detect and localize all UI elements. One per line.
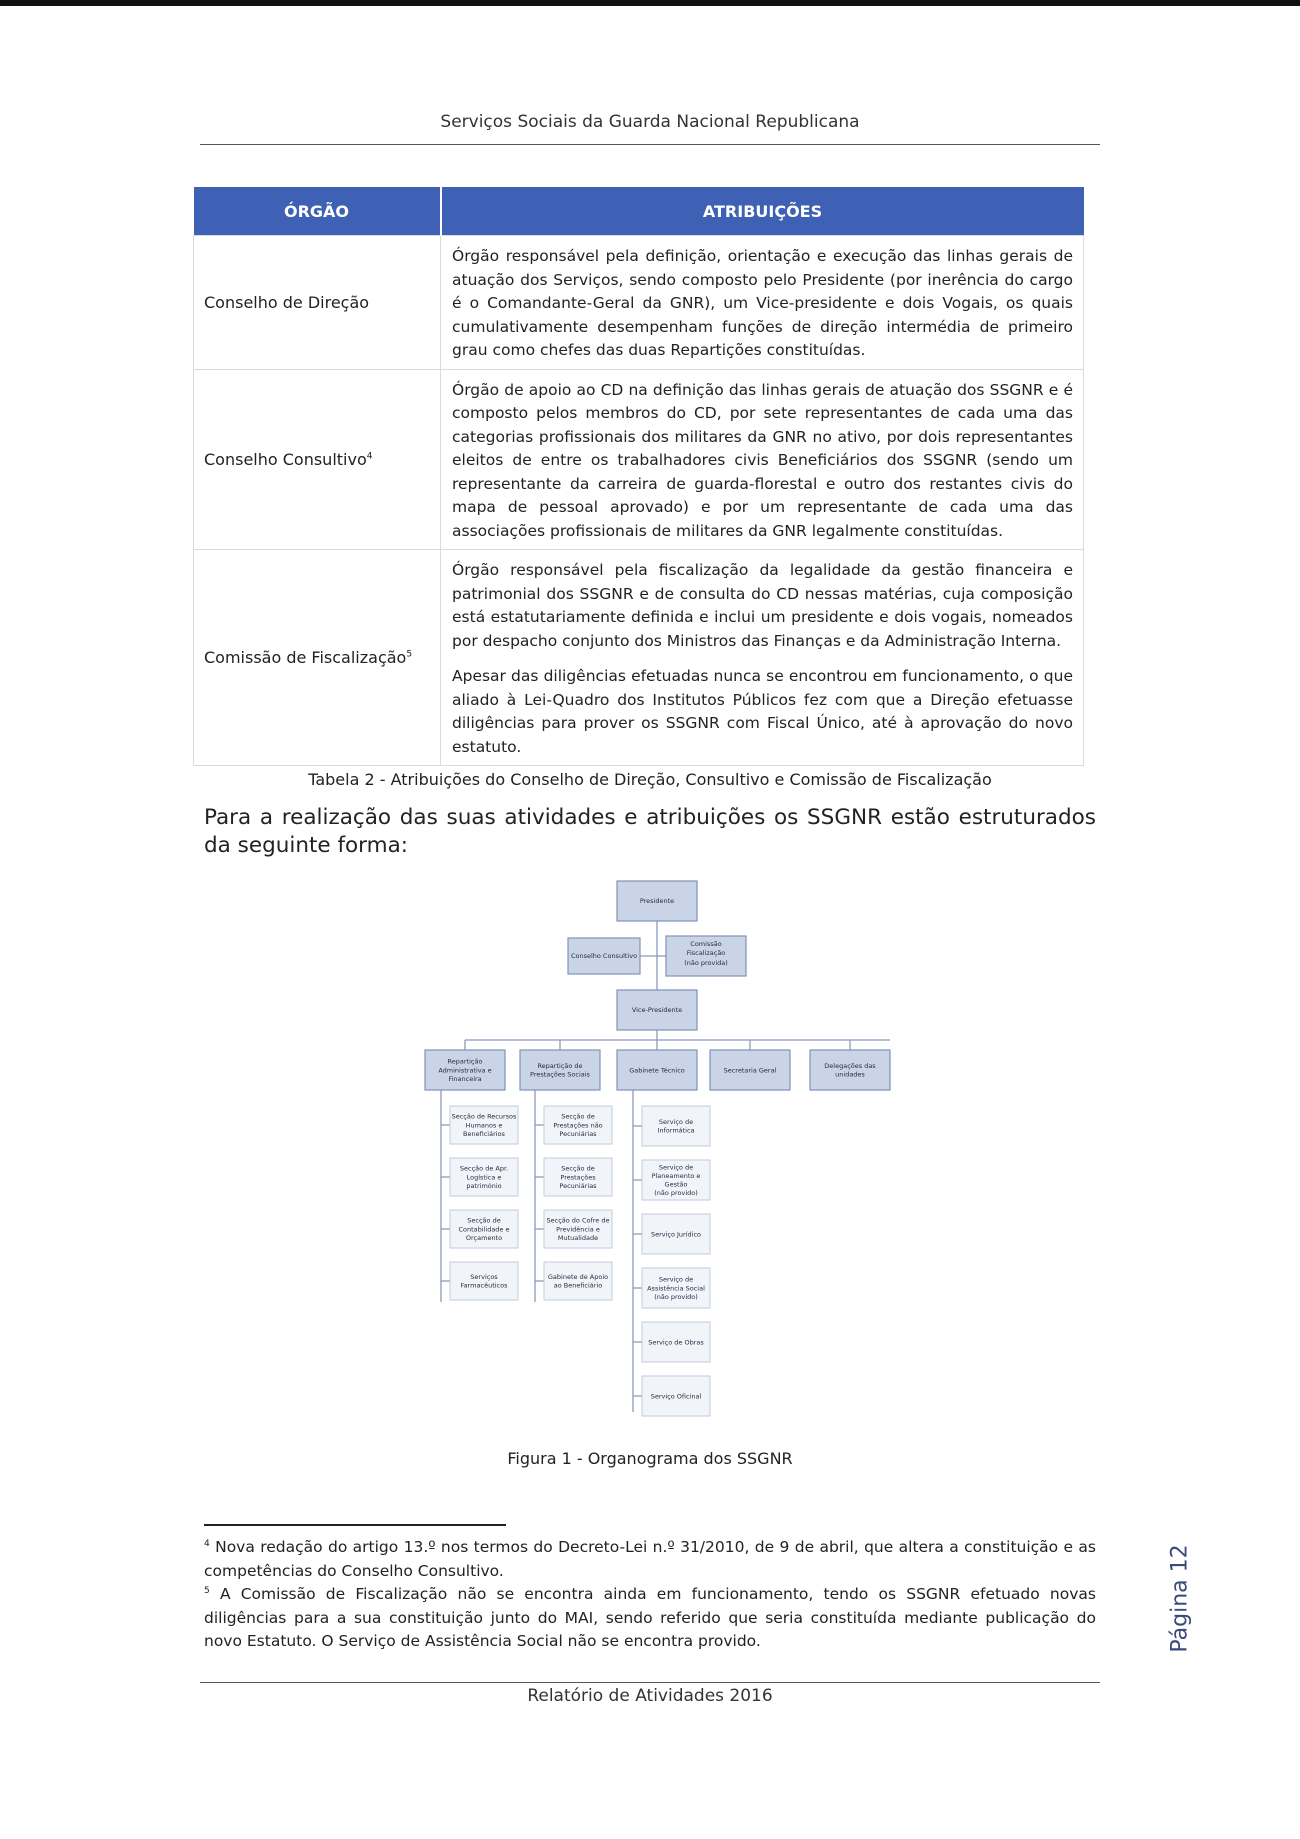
footnote-text: A Comissão de Fiscalização não se encontra ainda em funcionamento, tendo os SSGNR efetuado novas diligências para a sua constituição junto do MAI, sendo referido que seria constituída mediante publicação do novo Estatuto. O Serviço de Assistência Social não se encontra provido. (204, 1585, 1096, 1650)
org-node-unit (710, 1050, 790, 1090)
org-node-label: (não provida) (684, 959, 728, 967)
footer-rule (200, 1682, 1100, 1683)
org-node-label: Secção de (561, 1164, 595, 1173)
organ-name: Conselho de Direção (204, 292, 370, 312)
org-node-label: Secção de (467, 1216, 501, 1225)
org-node-label: Conselho Consultivo (570, 952, 638, 960)
org-node-label: Financeira (448, 1074, 482, 1083)
column-header-attributions: ATRIBUIÇÕES (441, 187, 1084, 236)
org-node-unit (425, 1050, 505, 1090)
org-node-label: Humanos e (465, 1121, 503, 1130)
org-node-label: Gabinete Técnico (629, 1066, 685, 1075)
attributions-table (193, 187, 1084, 766)
org-node-label: Beneficiários (463, 1129, 505, 1138)
org-node-label: Gabinete de Apoio (547, 1273, 609, 1281)
org-node-unit (617, 1050, 697, 1090)
attributions-cell (441, 550, 1084, 766)
org-node-label: Gestão (664, 1180, 688, 1189)
org-node-service (642, 1322, 710, 1362)
org-node-conselho-consultivo (568, 938, 640, 974)
org-node-label: Fiscalização (686, 949, 726, 957)
table-row (194, 369, 1084, 550)
org-node-section (450, 1106, 518, 1144)
table-header-row (194, 187, 1084, 236)
footnote-ref: 5 (406, 649, 413, 660)
organ-cell (194, 550, 441, 766)
footnote-number: 5 (204, 1585, 210, 1596)
org-node-label: Prestações Sociais (530, 1070, 590, 1079)
org-node-section (544, 1106, 612, 1144)
org-node-label: unidades (835, 1070, 865, 1079)
figure-caption: Figura 1 - Organograma dos SSGNR (507, 1449, 793, 1468)
org-node-section (450, 1210, 518, 1248)
org-node-label: Serviço de Obras (648, 1338, 704, 1347)
org-node-label: Prestações não (553, 1121, 603, 1130)
org-node-label: Repartição (447, 1057, 483, 1066)
org-node-label: Pecuniárias (559, 1181, 597, 1190)
org-node-label: Presidente (639, 897, 675, 905)
column-header-organ: ÓRGÃO (194, 187, 441, 236)
organ-cell (194, 236, 441, 370)
org-node-service (642, 1268, 710, 1308)
org-node-label: Pecuniárias (559, 1129, 597, 1138)
org-node-label: Assistência Social (647, 1284, 705, 1293)
org-node-label: património (466, 1181, 502, 1190)
org-node-label: (não provido) (654, 1292, 698, 1301)
page-header: Serviços Sociais da Guarda Nacional Republicana (440, 112, 860, 132)
org-node-section (450, 1158, 518, 1196)
table-row (194, 550, 1084, 766)
org-node-service (642, 1214, 710, 1254)
org-node-section (544, 1210, 612, 1248)
footnote-number: 4 (204, 1538, 210, 1549)
footnote-4 (204, 1536, 1096, 1583)
org-node-label: Vice-Presidente (631, 1006, 683, 1014)
org-node-label: Serviços (470, 1273, 498, 1281)
org-node-label: Serviço de (658, 1275, 694, 1284)
footnote-5 (204, 1583, 1096, 1654)
attributions-text: Órgão responsável pela definição, orientação e execução das linhas gerais de atuação dos Serviços, sendo composto pelo Presidente (por inerência do cargo é o Comandante-Geral da GNR), um Vice-presidente e dois Vogais, os quais cumulativamente desempenham funções de direção intermédia de primeiro grau como chefes das duas Repartições constituídas. (452, 247, 1073, 359)
footnote-ref: 4 (366, 451, 373, 462)
org-node-presidente (617, 881, 697, 921)
org-node-label: (não provido) (654, 1189, 698, 1198)
attributions-cell (441, 236, 1084, 370)
org-node-label: Secção de Apr. (459, 1164, 509, 1173)
organ-name: Conselho Consultivo (204, 449, 367, 469)
footnote-text: Nova redação do artigo 13.º nos termos do Decreto-Lei n.º 31/2010, de 9 de abril, que altera a constituição e as competências do Conselho Consultivo. (204, 1538, 1096, 1580)
organ-name: Comissão de Fiscalização (204, 648, 407, 667)
org-node-label: Serviço Jurídico (650, 1230, 702, 1239)
attributions-cell (441, 369, 1084, 550)
page-footer: Relatório de Atividades 2016 (527, 1686, 773, 1706)
table-row (194, 236, 1084, 370)
header-rule (200, 144, 1100, 145)
org-node-label: Prestações (560, 1173, 596, 1182)
scan-top-edge (0, 0, 1300, 6)
table-caption: Tabela 2 - Atribuições do Conselho de Direção, Consultivo e Comissão de Fiscalização (308, 770, 992, 789)
org-node-service (642, 1160, 710, 1200)
org-node-vice-presidente (617, 990, 697, 1030)
org-node-label: Logística e (466, 1173, 502, 1182)
org-node-label: Administrativa e (438, 1066, 492, 1075)
org-node-label: Mutualidade (557, 1233, 599, 1242)
org-node-label: Previdência e (556, 1225, 600, 1234)
page-number-label: Página 12 (1167, 1544, 1193, 1653)
org-node-label: Secção de Recursos (451, 1112, 517, 1121)
org-node-unit (810, 1050, 890, 1090)
org-node-service (642, 1106, 710, 1146)
org-node-label: Delegações das (824, 1062, 876, 1070)
org-node-label: Secção de (561, 1112, 595, 1121)
org-node-label: Orçamento (465, 1233, 503, 1242)
organ-cell (194, 369, 441, 550)
page-number (1150, 1546, 1210, 1656)
footnote-rule (204, 1524, 506, 1526)
attributions-text: Apesar das diligências efetuadas nunca se encontrou em funcionamento, o que aliado à Lei-Quadro dos Institutos Públicos fez com que a Direção efetuasse diligências para prover os SSGNR com Fiscal Único, até à aprovação do novo estatuto. (452, 667, 1073, 756)
org-node-label: Comissão (690, 940, 722, 948)
org-node-label: Repartição de (537, 1062, 583, 1070)
org-node-label: Secção do Cofre de (546, 1216, 610, 1225)
org-node-label: Farmacêuticos (460, 1281, 508, 1290)
org-node-label: Secretaria Geral (723, 1066, 777, 1075)
org-node-label: Contabilidade e (458, 1225, 510, 1234)
org-node-section (544, 1158, 612, 1196)
org-node-section (450, 1262, 518, 1300)
org-chart (420, 876, 900, 1428)
attributions-text: Órgão de apoio ao CD na definição das linhas gerais de atuação dos SSGNR e é composto pelos membros do CD, por sete representantes de cada uma das categorias profissionais dos militares da GNR no ativo, por dois representantes eleitos de entre os trabalhadores civis Beneficiários dos SSGNR (sendo um representante da carreira de guarda-florestal e outro dos restantes civis do mapa de pessoal aprovado) e por um representante de cada uma das associações profissionais de militares da GNR legalmente constituídas. (452, 380, 1073, 540)
org-node-label: Serviço de (658, 1118, 694, 1126)
org-node-unit (520, 1050, 600, 1090)
org-node-label: Serviço Oficinal (650, 1392, 702, 1401)
org-node-section (544, 1262, 612, 1300)
org-node-label: Informática (657, 1126, 695, 1135)
intro-paragraph: Para a realização das suas atividades e atribuições os SSGNR estão estruturados da seguinte forma: (204, 805, 1096, 858)
attributions-text: Órgão responsável pela fiscalização da legalidade da gestão financeira e patrimonial dos SSGNR e de consulta do CD nessas matérias, cuja composição está estatutariamente definida e inclui um presidente e dois vogais, nomeados por despacho conjunto dos Ministros das Finanças e da Administração Interna. (452, 561, 1073, 650)
org-node-label: ao Beneficiário (553, 1281, 603, 1290)
org-node-label: Planeamento e (651, 1172, 701, 1180)
org-node-label: Serviço de (658, 1163, 694, 1172)
org-node-comissao-fiscalizacao (666, 936, 746, 976)
org-node-service (642, 1376, 710, 1416)
